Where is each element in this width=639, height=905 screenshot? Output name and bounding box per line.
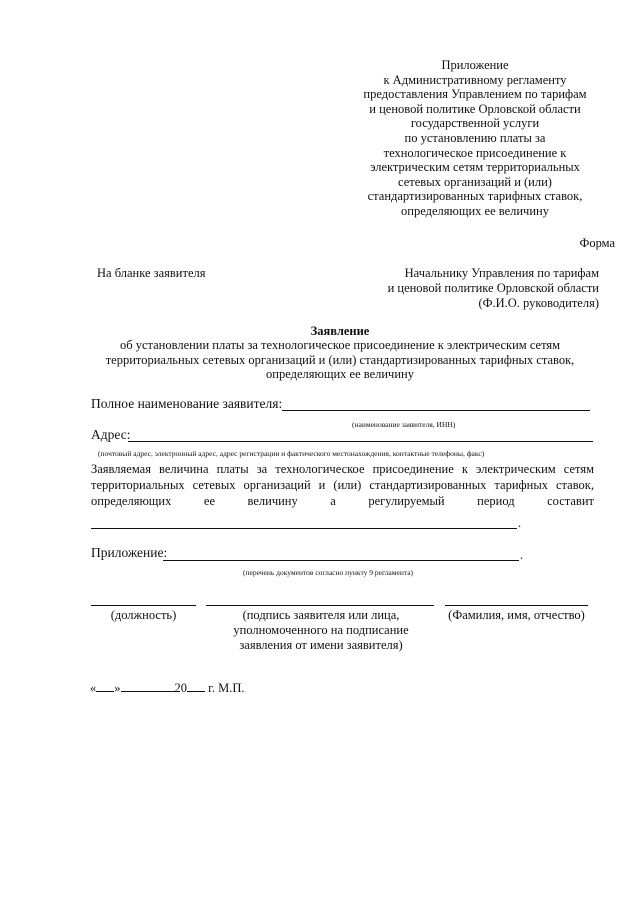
year-prefix: 20 xyxy=(174,681,187,695)
full-name-label: Полное наименование заявителя: xyxy=(91,396,283,411)
appendix-line: государственной услуги xyxy=(410,116,540,131)
statement-heading xyxy=(60,324,620,382)
full-name-field[interactable] xyxy=(282,410,590,411)
appendix-line: и ценовой политике Орловской области xyxy=(369,101,581,116)
statement-title: Заявление xyxy=(310,324,370,338)
appendix-line: сетевых организаций и (или) xyxy=(398,174,552,189)
statement-subtitle-line: определяющих ее величину xyxy=(266,367,414,382)
signature-line[interactable] xyxy=(206,605,434,606)
fee-line-3 xyxy=(91,493,594,509)
attachment-label: Приложение: xyxy=(91,545,168,560)
appendix-line: Приложение xyxy=(441,58,509,72)
appendix-line: технологическое присоединение к xyxy=(383,145,567,160)
fee-word: ее xyxy=(203,494,215,508)
fee-line: территориальных сетевых организаций и (или) стандартизированных тарифных ставок, xyxy=(91,478,594,492)
fee-word: регулируемый xyxy=(368,494,445,508)
position-caption: (должность) xyxy=(110,608,177,622)
month-field[interactable] xyxy=(121,680,175,692)
signature-caption-line: (подпись заявителя или лица, xyxy=(242,608,400,622)
day-field[interactable] xyxy=(96,680,114,692)
signature-caption-line: уполномоченного на подписание xyxy=(233,623,409,637)
address-field[interactable] xyxy=(128,441,593,442)
fullname-line[interactable] xyxy=(445,605,588,606)
year-field[interactable] xyxy=(187,680,205,692)
appendix-line: по установлению платы за xyxy=(404,130,546,145)
full-name-hint: (наименование заявителя, ИНН) xyxy=(352,420,456,429)
form-label: Форма xyxy=(579,236,615,250)
addressee-block xyxy=(388,266,599,311)
fee-line: Заявляемая величина платы за технологическое присоединение к электрическим сетям xyxy=(91,462,594,476)
fullname-caption: (Фамилия, имя, отчество) xyxy=(448,608,585,622)
appendix-line: к Административному регламенту xyxy=(383,72,567,87)
appendix-line: электрическим сетям территориальных xyxy=(370,160,580,175)
fee-word: период xyxy=(477,494,515,508)
date-close-quote: » xyxy=(114,681,121,695)
appendix-line: стандартизированных тарифных ставок, xyxy=(367,189,583,204)
signature-caption-line: заявления от имени заявителя) xyxy=(239,638,403,652)
date-suffix: г. М.П. xyxy=(208,681,245,695)
statement-subtitle-line: территориальных сетевых организаций и (или) стандартизированных тарифных ставок, xyxy=(105,352,575,367)
position-line[interactable] xyxy=(91,605,196,606)
addressee-line: Начальнику Управления по тарифам xyxy=(404,266,599,280)
statement-subtitle-line: об установлении платы за технологическое присоединение к электрическим сетям xyxy=(119,338,561,353)
address-label: Адрес: xyxy=(91,427,131,442)
appendix-block xyxy=(330,58,620,219)
fee-amount-field[interactable] xyxy=(91,528,517,529)
addressee-line: и ценовой политике Орловской области xyxy=(387,281,599,295)
letterhead-note: На бланке заявителя xyxy=(97,266,206,280)
fee-word: определяющих xyxy=(91,494,172,508)
fee-word: составит xyxy=(547,494,594,508)
fee-end-period: . xyxy=(518,516,522,530)
addressee-line: (Ф.И.О. руководителя) xyxy=(478,296,599,310)
attachment-hint: (перечень документов согласно пункту 9 регламента) xyxy=(243,568,414,577)
appendix-line: определяющих ее величину xyxy=(401,203,549,218)
fee-word: а xyxy=(330,494,336,508)
date-line xyxy=(90,680,244,696)
address-hint: (почтовый адрес, электронный адрес, адрес регистрации и фактического местонахождения, контактные телефоны, факс) xyxy=(98,449,485,458)
fee-paragraph xyxy=(91,461,594,509)
appendix-line: предоставления Управлением по тарифам xyxy=(363,87,587,102)
fee-word: величину xyxy=(247,494,298,508)
signature-caption xyxy=(196,608,446,653)
attachment-end-period: . xyxy=(520,548,524,562)
date-open-quote: « xyxy=(90,681,97,695)
attachment-field[interactable] xyxy=(163,560,519,561)
